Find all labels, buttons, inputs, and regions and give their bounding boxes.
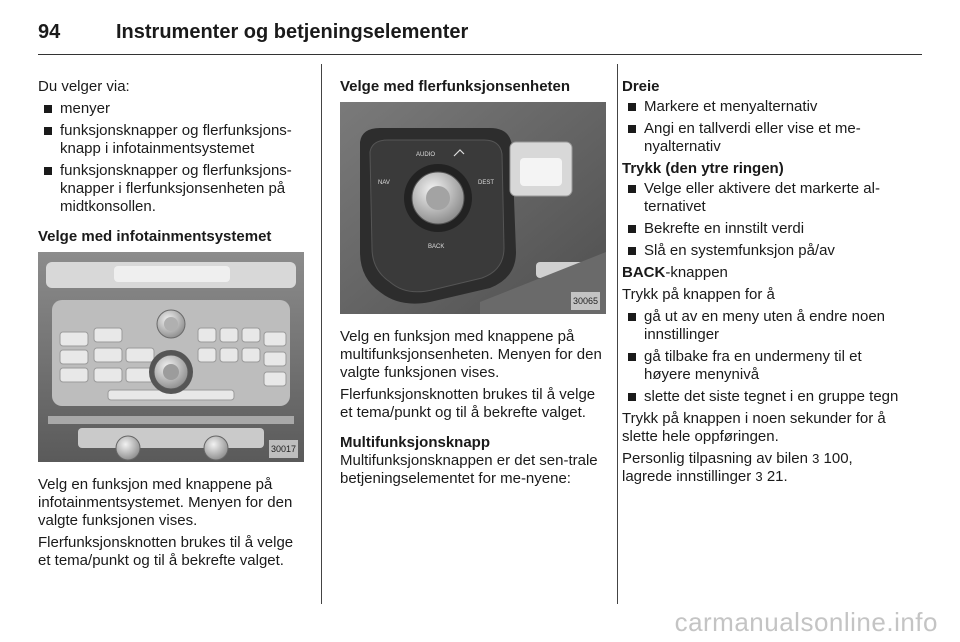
- audio-label: AUDIO: [416, 152, 436, 158]
- list-item: [622, 388, 904, 406]
- list-item: [622, 120, 904, 156]
- list-item: [622, 98, 904, 116]
- list-item-text: slette det siste tegnet i en gruppe tegn: [644, 388, 899, 405]
- list-item: [38, 100, 304, 118]
- list-item: [38, 122, 304, 158]
- page-number: 94: [38, 20, 61, 43]
- list-item-text: menyer: [60, 100, 111, 117]
- column-divider: [617, 64, 618, 604]
- page-ref-arrow-icon: 3: [755, 469, 763, 484]
- page-title: Instrumenter og betjeningselementer: [116, 20, 469, 43]
- column-right: [622, 78, 904, 490]
- column-left: [38, 78, 304, 574]
- multifunction-unit-figure: [340, 102, 606, 314]
- section-heading: Velge med infotainmentsystemet: [38, 228, 272, 245]
- bullet-icon: [44, 127, 52, 135]
- header-rule: [38, 54, 922, 55]
- bullet-icon: [628, 103, 636, 111]
- bullet-icon: [628, 393, 636, 401]
- watermark: carmanualsonline.info: [674, 607, 938, 637]
- page-ref-arrow-icon: 3: [812, 451, 820, 466]
- ref-text: Personlig tilpasning av bilen: [622, 450, 808, 467]
- list-item: [622, 220, 904, 238]
- dreie-list: [622, 98, 904, 156]
- bullet-icon: [628, 353, 636, 361]
- infotainment-panel-figure: [38, 252, 304, 462]
- section-heading: Multifunksjonsknapp: [340, 434, 490, 451]
- list-item: [622, 180, 904, 216]
- column-divider: [321, 64, 322, 604]
- section-heading: Trykk (den ytre ringen): [622, 160, 784, 177]
- infotainment-panel-illustration: [38, 252, 304, 462]
- list-item-text: gå ut av en meny uten å endre noen innstillinger: [644, 308, 886, 343]
- back-list: [622, 308, 904, 406]
- list-item: [38, 162, 304, 216]
- list-item-text: Slå en systemfunksjon på/av: [644, 242, 835, 259]
- list-item-text: funksjonsknapper og flerfunksjons-knapp i infotainmentsystemet: [60, 122, 292, 157]
- paragraph: Trykk på knappen i noen sekunder for å slette hele oppføringen.: [622, 410, 886, 445]
- paragraph: Velg en funksjon med knappene på infotainmentsystemet. Menyen for den valgte funksjonen vises.: [38, 476, 293, 529]
- bullet-icon: [628, 247, 636, 255]
- paragraph: Multifunksjonsknappen er det sen-trale betjeningselementet for me-nyene:: [340, 452, 598, 487]
- list-item-text: funksjonsknapper og flerfunksjons-knapper i flerfunksjonsenheten på midtkonsollen.: [60, 162, 292, 215]
- bullet-icon: [628, 125, 636, 133]
- paragraph: Velg en funksjon med knappene på multifunksjonsenheten. Menyen for den valgte funksjonen vises.: [340, 328, 602, 381]
- ref-text: lagrede innstillinger: [622, 468, 752, 485]
- multifunction-unit-illustration: [340, 102, 606, 314]
- paragraph: Trykk på knappen for å: [622, 286, 775, 303]
- bullet-icon: [628, 225, 636, 233]
- ref-page: 100,: [823, 450, 853, 467]
- back-label: BACK: [428, 244, 445, 250]
- section-heading: Dreie: [622, 78, 660, 95]
- intro-text: Du velger via:: [38, 78, 130, 95]
- figure-code: 30065: [571, 292, 600, 310]
- back-suffix: -knappen: [665, 264, 728, 281]
- list-item-text: Markere et menyalternativ: [644, 98, 818, 115]
- list-item: [622, 348, 904, 384]
- list-item-text: Angi en tallverdi eller vise et me-nyalternativ: [644, 120, 861, 155]
- nav-label: NAV: [378, 180, 390, 186]
- back-button-heading: [622, 264, 904, 282]
- bullet-icon: [44, 167, 52, 175]
- list-item-text: Bekrefte en innstilt verdi: [644, 220, 805, 237]
- intro-list: [38, 100, 304, 216]
- column-middle: [340, 78, 606, 492]
- section-heading: Velge med flerfunksjonsenheten: [340, 78, 571, 95]
- personal-settings-ref: [622, 450, 904, 486]
- trykk-list: [622, 180, 904, 260]
- ref-page: 21.: [766, 468, 788, 485]
- bullet-icon: [44, 105, 52, 113]
- list-item: [622, 242, 904, 260]
- figure-code: 30017: [269, 440, 298, 458]
- list-item: [622, 308, 904, 344]
- list-item-text: gå tilbake fra en undermeny til et høyere menynivå: [644, 348, 862, 383]
- back-label-bold: BACK: [622, 264, 666, 281]
- bullet-icon: [628, 185, 636, 193]
- dest-label: DEST: [478, 180, 495, 186]
- paragraph: Flerfunksjonsknotten brukes til å velge et tema/punkt og til å bekrefte valget.: [38, 534, 294, 569]
- page-header: [38, 14, 468, 50]
- list-item-text: Velge eller aktivere det markerte al-ternativet: [644, 180, 880, 215]
- paragraph: Flerfunksjonsknotten brukes til å velge et tema/punkt og til å bekrefte valget.: [340, 386, 596, 421]
- bullet-icon: [628, 313, 636, 321]
